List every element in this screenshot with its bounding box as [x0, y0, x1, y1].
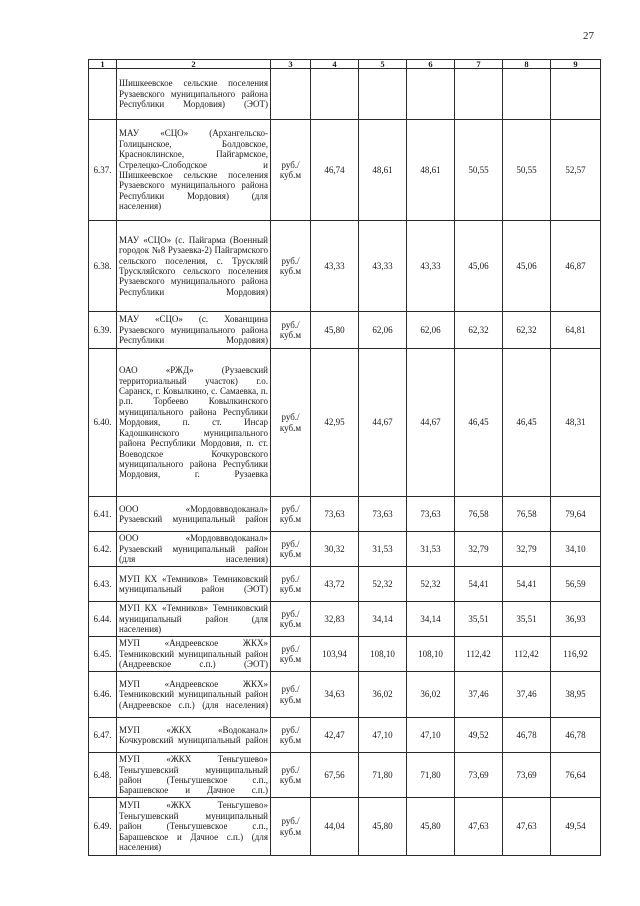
header-cell: 7 — [455, 60, 503, 69]
unit-cell: руб./ куб.м — [271, 753, 311, 798]
table-row — [89, 69, 601, 120]
table-row — [89, 672, 601, 718]
header-cell: 3 — [271, 60, 311, 69]
tariff-value-cell: 67,56 — [311, 753, 359, 798]
tariff-value-cell: 64,81 — [551, 312, 601, 349]
tariff-value-cell: 54,41 — [503, 567, 551, 602]
tariff-value-cell: 47,63 — [455, 798, 503, 856]
row-number: 6.37. — [89, 120, 117, 221]
tariff-value-cell: 36,93 — [551, 602, 601, 637]
organization-cell: ООО «Мордоввводоканал» Рузаевский муниципальный район — [117, 497, 271, 532]
tariff-value-cell: 43,33 — [311, 221, 359, 312]
tariff-value-cell: 46,78 — [503, 718, 551, 753]
tariff-value-cell — [503, 69, 551, 120]
tariff-value-cell: 48,61 — [359, 120, 407, 221]
organization-cell: МАУ «СЦО» (с. Пайгарма (Военный городок №8 Рузаевка-2) Пайгармского сельского поселения, с. Трускляй Трускляйского сельского поселения Рузаевского муниципального района Республики Мордовия) — [117, 221, 271, 312]
row-number: 6.43. — [89, 567, 117, 602]
organization-cell: МУП «ЖКХ Теньгушево» Теньгушевский муниципальный район (Теньгушевское с.п., Барашевское и Дачное с.п.) — [117, 753, 271, 798]
organization-cell: МУП «ЖКХ «Водоканал» Кочкуровский муниципальный район — [117, 718, 271, 753]
tariff-value-cell: 112,42 — [503, 637, 551, 672]
tariff-value-cell — [551, 69, 601, 120]
row-number: 6.49. — [89, 798, 117, 856]
table-row — [89, 753, 601, 798]
table-row — [89, 349, 601, 497]
row-number: 6.46. — [89, 672, 117, 718]
tariff-value-cell: 34,14 — [359, 602, 407, 637]
tariff-value-cell: 47,63 — [503, 798, 551, 856]
tariff-value-cell: 48,31 — [551, 349, 601, 497]
tariff-value-cell: 35,51 — [503, 602, 551, 637]
tariff-value-cell: 30,32 — [311, 532, 359, 567]
tariff-value-cell: 31,53 — [359, 532, 407, 567]
tariff-value-cell: 42,95 — [311, 349, 359, 497]
tariff-value-cell: 73,69 — [455, 753, 503, 798]
page-number: 27 — [583, 30, 594, 42]
tariff-value-cell: 43,33 — [407, 221, 455, 312]
tariff-value-cell: 62,06 — [407, 312, 455, 349]
header-cell: 4 — [311, 60, 359, 69]
tariff-value-cell: 47,10 — [407, 718, 455, 753]
tariff-value-cell: 62,32 — [503, 312, 551, 349]
tariff-value-cell: 108,10 — [407, 637, 455, 672]
header-cell: 5 — [359, 60, 407, 69]
tariff-value-cell — [311, 69, 359, 120]
row-number: 6.41. — [89, 497, 117, 532]
tariff-value-cell: 36,02 — [359, 672, 407, 718]
tariff-value-cell: 52,32 — [359, 567, 407, 602]
unit-cell — [271, 69, 311, 120]
header-cell: 2 — [117, 60, 271, 69]
tariff-value-cell: 62,32 — [455, 312, 503, 349]
table-row — [89, 497, 601, 532]
tariff-value-cell: 79,64 — [551, 497, 601, 532]
row-number: 6.48. — [89, 753, 117, 798]
unit-cell: руб./ куб.м — [271, 532, 311, 567]
organization-cell: Шишкеевское сельские поселения Рузаевского муниципального района Республики Мордовия) (ЭОТ) — [117, 69, 271, 120]
table-row — [89, 567, 601, 602]
tariff-value-cell — [455, 69, 503, 120]
row-number — [89, 69, 117, 120]
tariff-value-cell: 34,10 — [551, 532, 601, 567]
tariff-value-cell: 73,69 — [503, 753, 551, 798]
tariff-value-cell: 49,52 — [455, 718, 503, 753]
tariff-value-cell: 32,79 — [455, 532, 503, 567]
tariff-value-cell: 45,80 — [359, 798, 407, 856]
tariff-value-cell: 52,32 — [407, 567, 455, 602]
tariff-value-cell: 45,80 — [311, 312, 359, 349]
tariff-value-cell: 45,06 — [455, 221, 503, 312]
tariff-value-cell: 52,57 — [551, 120, 601, 221]
tariff-value-cell: 76,58 — [503, 497, 551, 532]
tariff-value-cell: 36,02 — [407, 672, 455, 718]
table-row — [89, 637, 601, 672]
tariff-value-cell: 37,46 — [455, 672, 503, 718]
tariff-value-cell — [359, 69, 407, 120]
organization-cell: МУП КХ «Темников» Темниковский муниципальный район (для населения) — [117, 602, 271, 637]
header-cell: 6 — [407, 60, 455, 69]
tariff-value-cell: 73,63 — [311, 497, 359, 532]
organization-cell: ОАО «РЖД» (Рузаевский территориальный участок) г.о. Саранск, г. Ковылкино, с. Самаевка, п. р.п. Торбеево Ковылкинского муниципального района Республики Мордовия, п. ст. Инсар Кадошкинского муниципального района Республики Мордовия, п. ст. Воеводское Кочкуровского муниципального района Республики Мордовия, г. Рузаевка — [117, 349, 271, 497]
tariff-value-cell: 46,45 — [503, 349, 551, 497]
organization-cell: МУП «Андреевское ЖКХ» Темниковский муниципальный район (Андреевское с.п.) (для населения) — [117, 672, 271, 718]
organization-cell: МУП «ЖКХ Теньгушево» Теньгушевский муниципальный район (Теньгушевское с.п., Барашевское и Дачное с.п.) (для населения) — [117, 798, 271, 856]
unit-cell: руб./ куб.м — [271, 221, 311, 312]
tariff-value-cell: 44,67 — [407, 349, 455, 497]
tariff-value-cell: 56,59 — [551, 567, 601, 602]
tariff-value-cell: 76,58 — [455, 497, 503, 532]
tariff-value-cell: 47,10 — [359, 718, 407, 753]
tariff-value-cell: 45,80 — [407, 798, 455, 856]
tariff-value-cell: 35,51 — [455, 602, 503, 637]
table-row — [89, 312, 601, 349]
tariff-value-cell: 37,46 — [503, 672, 551, 718]
tariff-value-cell: 44,67 — [359, 349, 407, 497]
tariff-value-cell: 76,64 — [551, 753, 601, 798]
table-row — [89, 221, 601, 312]
tariff-value-cell: 38,95 — [551, 672, 601, 718]
unit-cell: руб./ куб.м — [271, 497, 311, 532]
organization-cell: МУП «Андреевское ЖКХ» Темниковский муниципальный район (Андреевское с.п.) (ЭОТ) — [117, 637, 271, 672]
row-number: 6.39. — [89, 312, 117, 349]
tariff-value-cell: 108,10 — [359, 637, 407, 672]
tariff-value-cell: 43,72 — [311, 567, 359, 602]
header-cell: 9 — [551, 60, 601, 69]
tariff-table — [88, 59, 601, 856]
tariff-value-cell: 42,47 — [311, 718, 359, 753]
tariff-value-cell: 49,54 — [551, 798, 601, 856]
tariff-value-cell: 50,55 — [455, 120, 503, 221]
tariff-value-cell: 46,87 — [551, 221, 601, 312]
tariff-value-cell: 54,41 — [455, 567, 503, 602]
header-cell: 1 — [89, 60, 117, 69]
row-number: 6.42. — [89, 532, 117, 567]
tariff-value-cell: 73,63 — [407, 497, 455, 532]
unit-cell: руб./ куб.м — [271, 349, 311, 497]
row-number: 6.47. — [89, 718, 117, 753]
organization-cell: ООО «Мордоввводоканал» Рузаевский муниципальный район (для населения) — [117, 532, 271, 567]
unit-cell: руб./ куб.м — [271, 567, 311, 602]
tariff-value-cell: 116,92 — [551, 637, 601, 672]
organization-cell: МУП КХ «Темников» Темниковский муниципальный район (ЭОТ) — [117, 567, 271, 602]
unit-cell: руб./ куб.м — [271, 718, 311, 753]
tariff-value-cell — [407, 69, 455, 120]
tariff-value-cell: 48,61 — [407, 120, 455, 221]
tariff-value-cell: 46,78 — [551, 718, 601, 753]
table-row — [89, 718, 601, 753]
row-number: 6.40. — [89, 349, 117, 497]
tariff-value-cell: 112,42 — [455, 637, 503, 672]
tariff-value-cell: 44,04 — [311, 798, 359, 856]
tariff-value-cell: 62,06 — [359, 312, 407, 349]
tariff-value-cell: 46,74 — [311, 120, 359, 221]
tariff-value-cell: 50,55 — [503, 120, 551, 221]
row-number: 6.38. — [89, 221, 117, 312]
row-number: 6.45. — [89, 637, 117, 672]
unit-cell: руб./ куб.м — [271, 672, 311, 718]
tariff-value-cell: 71,80 — [407, 753, 455, 798]
unit-cell: руб./ куб.м — [271, 312, 311, 349]
tariff-value-cell: 32,79 — [503, 532, 551, 567]
row-number: 6.44. — [89, 602, 117, 637]
header-cell: 8 — [503, 60, 551, 69]
organization-cell: МАУ «СЦО» (Архангельско-Голицынское, Болдовское, Красноклинское, Пайгармское, Стрелецко-Слободское и Шишкеевское сельские поселения Рузаевского муниципального района Республики Мордовия) (для населения) — [117, 120, 271, 221]
organization-cell: МАУ «СЦО» (с. Хованщина Рузаевского муниципального района Республики Мордовия) — [117, 312, 271, 349]
tariff-value-cell: 43,33 — [359, 221, 407, 312]
table-row — [89, 602, 601, 637]
tariff-value-cell: 31,53 — [407, 532, 455, 567]
tariff-value-cell: 73,63 — [359, 497, 407, 532]
table-row — [89, 120, 601, 221]
tariff-value-cell: 34,14 — [407, 602, 455, 637]
unit-cell: руб./ куб.м — [271, 602, 311, 637]
tariff-value-cell: 32,83 — [311, 602, 359, 637]
unit-cell: руб./ куб.м — [271, 798, 311, 856]
tariff-value-cell: 103,94 — [311, 637, 359, 672]
unit-cell: руб./ куб.м — [271, 120, 311, 221]
tariff-value-cell: 71,80 — [359, 753, 407, 798]
tariff-value-cell: 46,45 — [455, 349, 503, 497]
table-row — [89, 532, 601, 567]
tariff-value-cell: 45,06 — [503, 221, 551, 312]
table-row — [89, 798, 601, 856]
tariff-value-cell: 34,63 — [311, 672, 359, 718]
table-header-row — [89, 60, 601, 69]
unit-cell: руб./ куб.м — [271, 637, 311, 672]
